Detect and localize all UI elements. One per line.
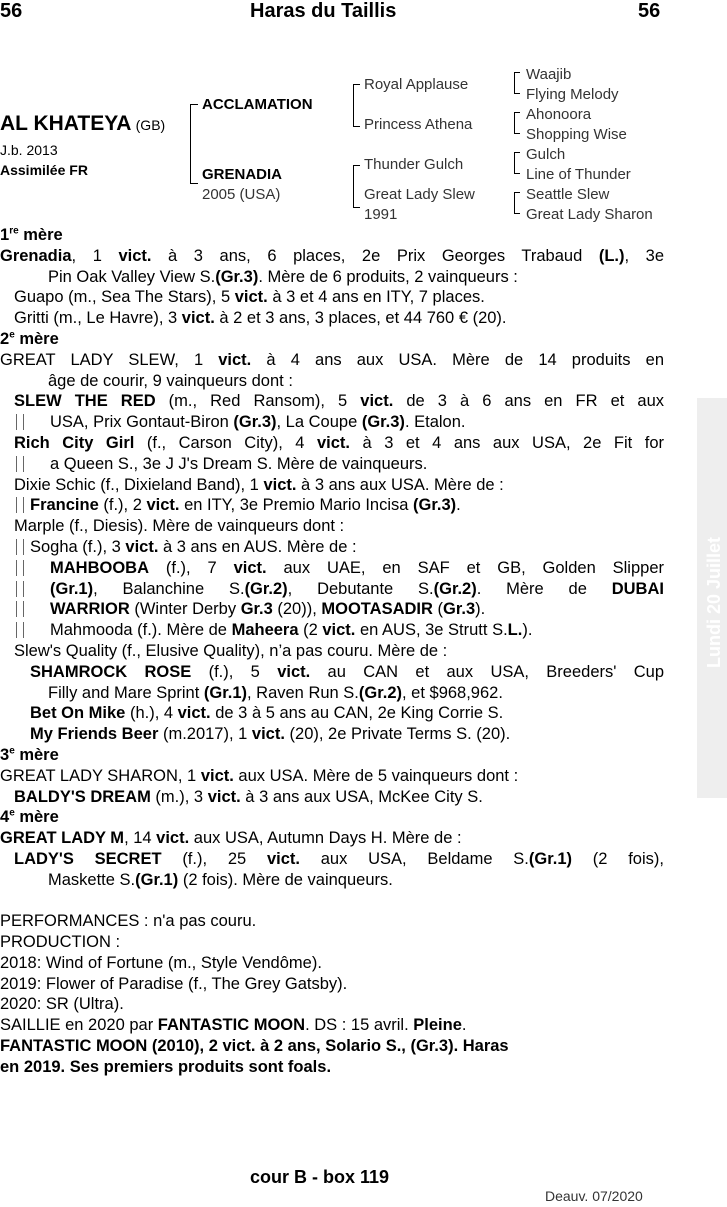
line-mahbooba: MAHBOOBA (f.), 7 vict. aux UAE, en SAF et GB, Golden Slipper	[0, 558, 664, 579]
horse-origin: (GB)	[135, 117, 166, 133]
pedigree-sire: ACCLAMATION	[202, 96, 313, 113]
line-slews-quality: Slew's Quality (f., Elusive Quality), n’a pas couru. Mère de :	[14, 641, 448, 660]
performances: PERFORMANCES : n'a pas couru.	[0, 912, 257, 931]
line-shamrock-rose: SHAMROCK ROSE (f.), 5 vict. au CAN et aux USA, Breeders' Cup	[30, 662, 664, 681]
production-2018: 2018: Wind of Fortune (m., Style Vendôme).	[0, 953, 322, 972]
side-date-tab	[697, 398, 727, 798]
line-marple: Marple (f., Diesis). Mère de vainqueurs dont :	[14, 517, 345, 536]
section-2e-mere: 2e mère	[0, 329, 59, 348]
horse-status: Assimilée FR	[0, 162, 88, 178]
pedigree-g4-2: Flying Melody	[526, 86, 619, 103]
line-dixie-schic: Dixie Schic (f., Dixieland Band), 1 vict. à 3 ans aux USA. Mère de :	[14, 475, 504, 494]
box-location: cour B - box 119	[250, 1167, 390, 1187]
pedigree-g4-8: Great Lady Sharon	[526, 206, 653, 223]
lot-number-right: 56	[638, 0, 661, 22]
line-mahmooda: Mahmooda (f.). Mère de Maheera (2 vict. en AUS, 3e Strutt S.L.).	[0, 620, 664, 641]
lineage-bar	[16, 601, 24, 617]
line-mahbooba-3: WARRIOR (Winter Derby Gr.3 (20)), MOOTASADIR (Gr.3).	[0, 599, 664, 620]
section-4e-mere: 4e mère	[0, 807, 59, 827]
horse-name: AL KHATEYA	[0, 112, 132, 135]
pedigree-g3-4-year: 1991	[364, 206, 398, 223]
pedigree-bracket-g4-2	[514, 112, 520, 134]
section-3e-mere: 3e mère	[0, 745, 59, 764]
fantastic-moon-line-2: en 2019. Ses premiers produits sont foals.	[0, 1057, 332, 1076]
line-rich-city-girl: Rich City Girl (f., Carson City), 4 vict. à 3 et 4 ans aux USA, 2e Fit for	[14, 433, 664, 452]
lineage-bar	[16, 581, 24, 597]
pedigree-g4-7: Seattle Slew	[526, 186, 610, 203]
lineage-bar	[16, 560, 24, 576]
pedigree-bracket-dam	[353, 165, 360, 208]
line-great-lady-slew-2: âge de courir, 9 vainqueurs dont :	[48, 371, 293, 390]
horse-name-block	[0, 112, 165, 136]
line-guapo: Guapo (m., Sea The Stars), 5 vict. à 3 et 4 ans en ITY, 7 places.	[14, 288, 485, 307]
line-gritti: Gritti (m., Le Havre), 3 vict. à 2 et 3 ans, 3 places, et 44 760 € (20).	[14, 309, 507, 328]
pedigree-bracket-g4-1	[514, 72, 520, 94]
lineage-bar	[16, 622, 24, 638]
lineage-bar	[16, 456, 24, 472]
pedigree-bracket-sire	[353, 84, 360, 127]
production-2020: 2020: SR (Ultra).	[0, 995, 124, 1014]
line-great-lady-sharon: GREAT LADY SHARON, 1 vict. aux USA. Mère de 5 vainqueurs dont :	[0, 766, 519, 785]
line-sogha: Sogha (f.), 3 vict. à 3 ans en AUS. Mère de :	[0, 537, 664, 558]
line-grenadia: Grenadia, 1 vict. à 3 ans, 6 places, 2e Prix Georges Trabaud (L.), 3e	[0, 246, 664, 265]
pedigree-g3-3: Thunder Gulch	[364, 156, 464, 173]
catalogue-body	[0, 225, 664, 1078]
line-slew-the-red-2: USA, Prix Gontaut-Biron (Gr.3), La Coupe (Gr.3). Etalon.	[0, 412, 664, 433]
pedigree-bracket-gen1	[190, 104, 198, 184]
pedigree-dam-info: 2005 (USA)	[202, 186, 281, 203]
line-great-lady-m: GREAT LADY M, 14 vict. aux USA, Autumn Days H. Mère de :	[0, 829, 462, 848]
line-rich-city-girl-2: a Queen S., 3e J J's Dream S. Mère de vainqueurs.	[0, 454, 664, 475]
line-great-lady-slew: GREAT LADY SLEW, 1 vict. à 4 ans aux USA. Mère de 14 produits en	[0, 350, 664, 369]
saillie: SAILLIE en 2020 par FANTASTIC MOON. DS : 15 avril. Pleine.	[0, 1016, 467, 1035]
pedigree-g3-1: Royal Applause	[364, 76, 469, 93]
section-1re-mere: 1re mère	[0, 225, 63, 244]
pedigree-bracket-g4-3	[514, 152, 520, 174]
production-heading: PRODUCTION :	[0, 933, 121, 952]
line-slew-the-red: SLEW THE RED (m., Red Ransom), 5 vict. de 3 à 6 ans en FR et aux	[14, 392, 665, 411]
line-bet-on-mike: Bet On Mike (h.), 4 vict. de 3 à 5 ans au CAN, 2e King Corrie S.	[30, 704, 504, 723]
line-ladys-secret-2: Maskette S.(Gr.1) (2 fois). Mère de vainqueurs.	[48, 870, 393, 889]
line-my-friends-beer: My Friends Beer (m.2017), 1 vict. (20), 2e Private Terms S. (20).	[30, 725, 511, 744]
line-baldys-dream: BALDY'S DREAM (m.), 3 vict. à 3 ans aux USA, McKee City S.	[14, 787, 483, 806]
line-francine: Francine (f.), 2 vict. en ITY, 3e Premio Mario Incisa (Gr.3).	[0, 495, 664, 516]
pedigree-g4-3: Ahonoora	[526, 106, 592, 123]
line-shamrock-rose-2: Filly and Mare Sprint (Gr.1), Raven Run S.(Gr.2), et $968,962.	[48, 683, 503, 702]
pedigree-g3-4: Great Lady Slew	[364, 186, 475, 203]
line-mahbooba-2: (Gr.1), Balanchine S.(Gr.2), Debutante S.(Gr.2). Mère de DUBAI	[0, 579, 664, 600]
pedigree-g3-2: Princess Athena	[364, 116, 473, 133]
sale-reference: Deauv. 07/2020	[545, 1188, 643, 1204]
side-date-text: Lundi 20 Juillet	[704, 536, 724, 668]
lineage-bar	[16, 414, 24, 430]
pedigree-g4-1: Waajib	[526, 66, 572, 83]
fantastic-moon-line-1: FANTASTIC MOON (2010), 2 vict. à 2 ans, Solario S., (Gr.3). Haras	[0, 1037, 509, 1056]
production-2019: 2019: Flower of Paradise (f., The Grey Gatsby).	[0, 974, 348, 993]
lineage-bar	[16, 539, 24, 555]
pedigree-g4-4: Shopping Wise	[526, 126, 627, 143]
pedigree-bracket-g4-4	[514, 192, 520, 214]
pedigree-g4-5: Gulch	[526, 146, 566, 163]
pedigree-g4-6: Line of Thunder	[526, 166, 631, 183]
line-grenadia-2: Pin Oak Valley View S.(Gr.3). Mère de 6 produits, 2 vainqueurs :	[48, 267, 518, 286]
horse-info: J.b. 2013	[0, 142, 58, 158]
lineage-bar	[16, 497, 24, 513]
pedigree-dam: GRENADIA	[202, 166, 283, 183]
line-ladys-secret: LADY'S SECRET (f.), 25 vict. aux USA, Beldame S.(Gr.1) (2 fois),	[14, 849, 664, 868]
consignor-title: Haras du Taillis	[250, 0, 397, 22]
lot-number-left: 56	[0, 0, 23, 22]
